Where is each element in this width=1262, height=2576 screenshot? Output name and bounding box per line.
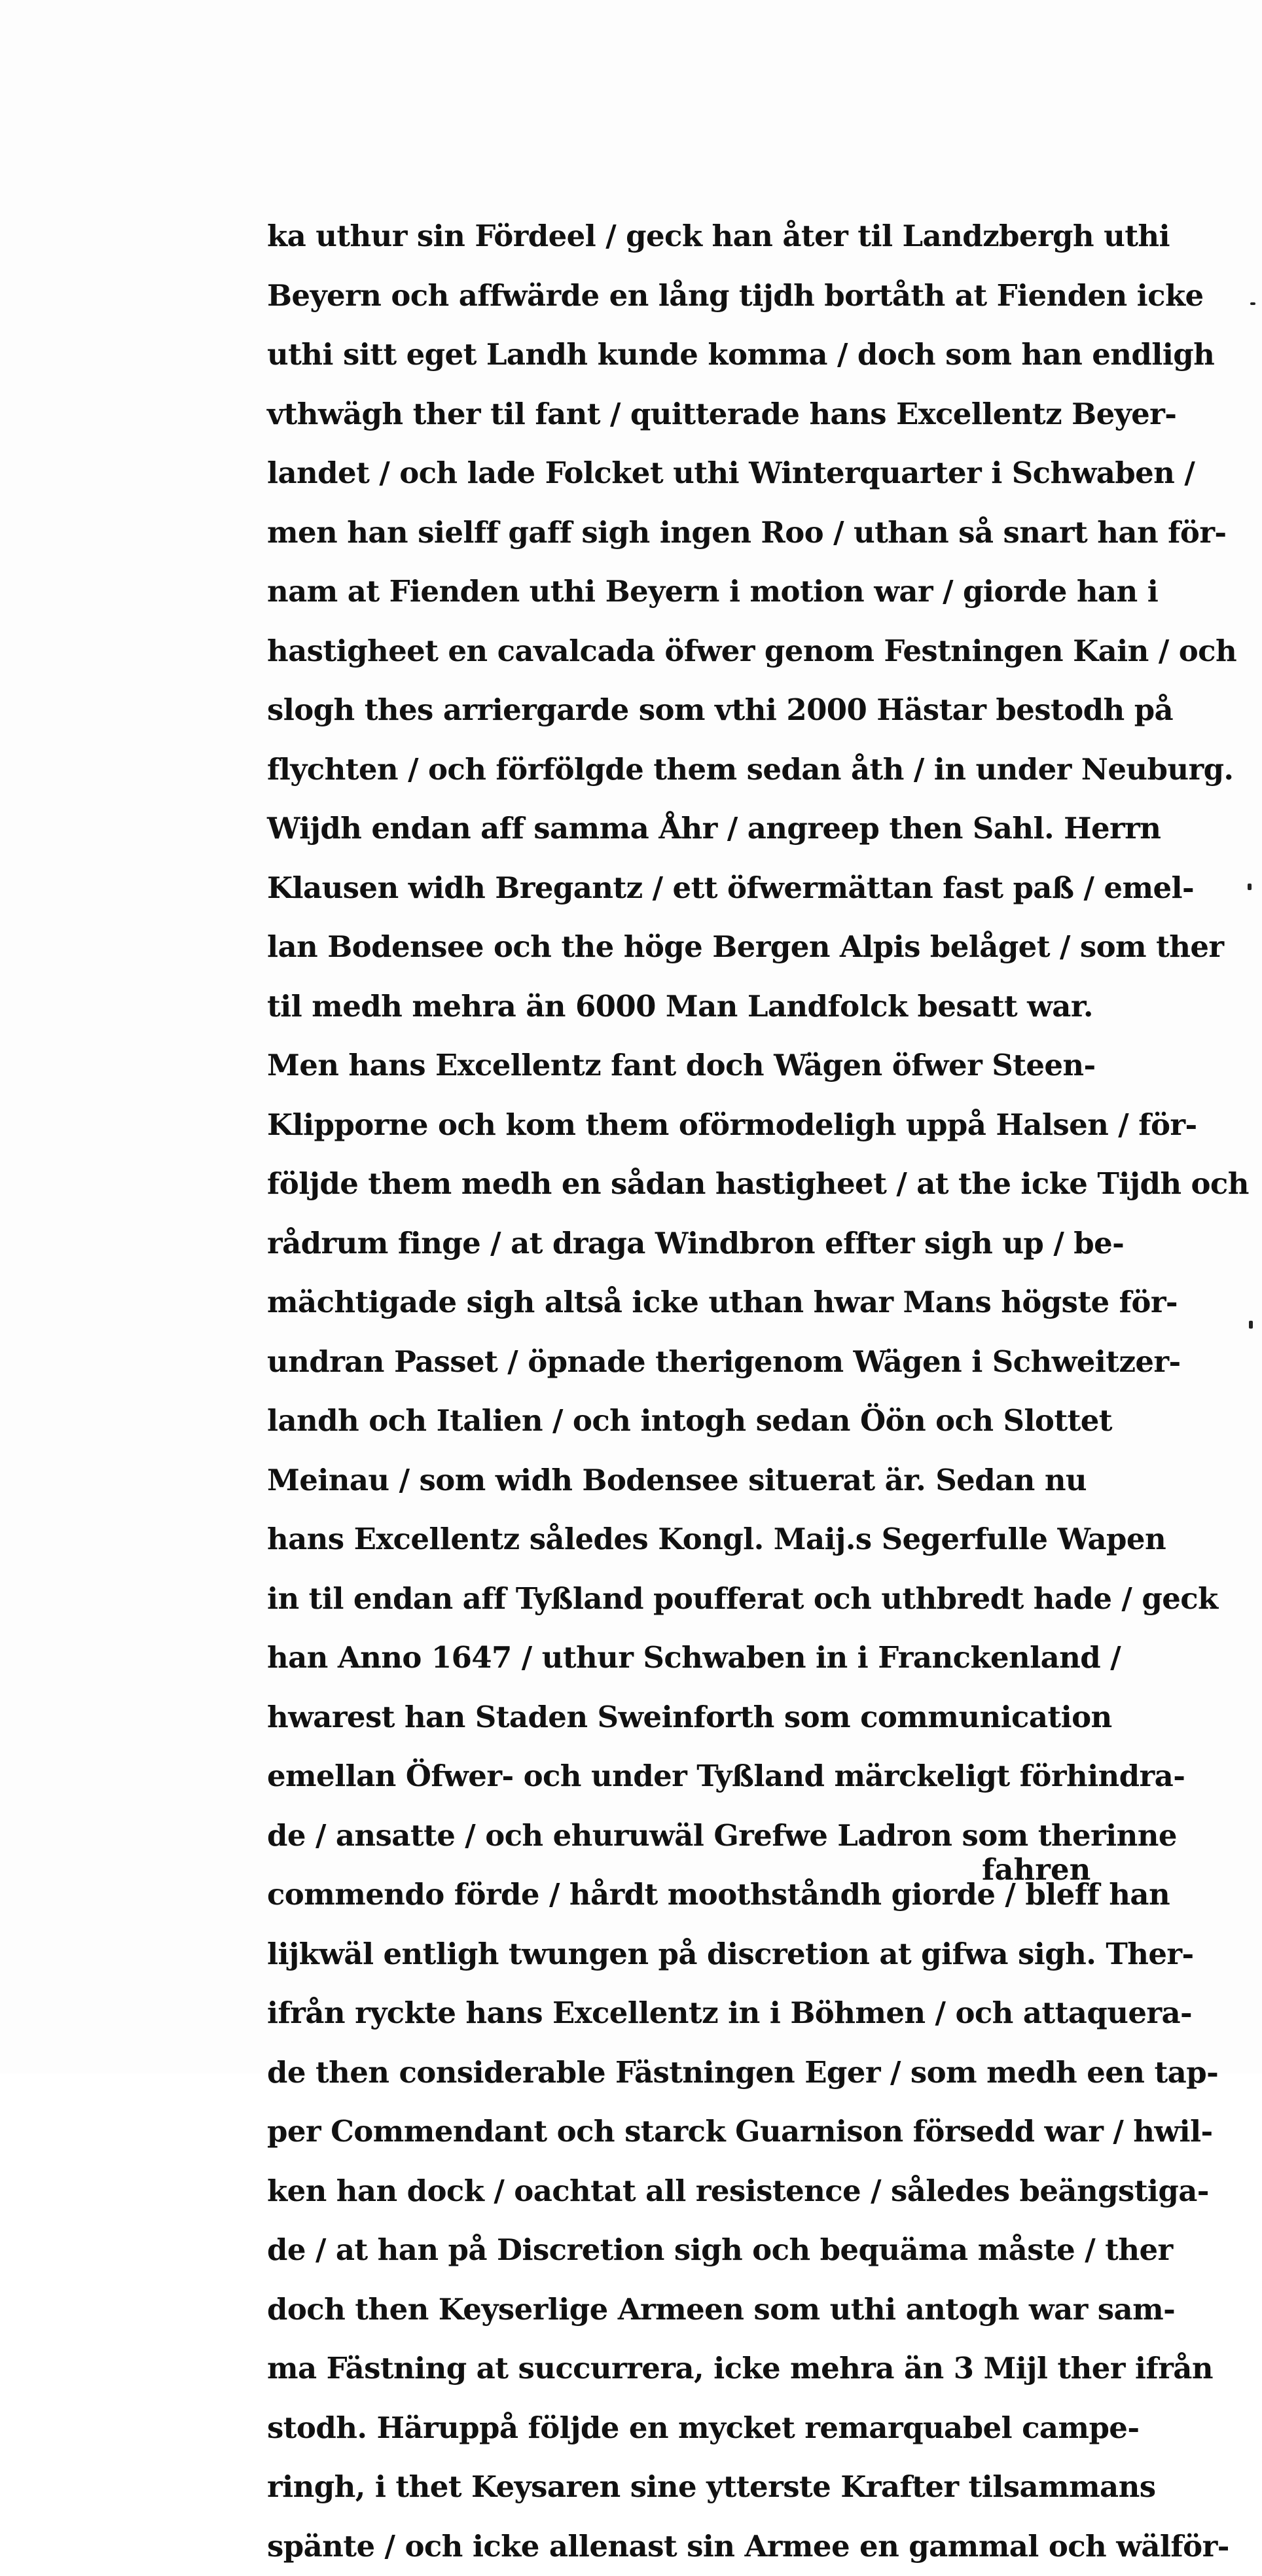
text-line-13: lan Bodensee och the höge Bergen Alpis belåget / som ther	[267, 918, 1079, 977]
text-line-17: följde them medh en sådan hastigheet / at the icke Tijdh och	[267, 1154, 1079, 1214]
text-line-20: undran Passet / öpnade therigenom Wägen i Schweitzer-	[267, 1333, 1079, 1392]
text-line-23: hans Excellentz således Kongl. Maij.s Segerfulle Wapen	[267, 1510, 1079, 1569]
text-line-27: emellan Öfwer- och under Tyßland märckeligt förhindra-	[267, 1747, 1079, 1806]
text-line-19: mächtigade sigh altså icke uthan hwar Mans högste för-	[267, 1273, 1079, 1333]
text-line-3: uthi sitt eget Landh kunde komma / doch som han endligh	[267, 325, 1079, 385]
text-line-6: men han sielff gaff sigh ingen Roo / uthan så snart han för-	[267, 503, 1079, 563]
text-line-15: Men hans Excellentz fant doch Wägen öfwer Steen-	[267, 1036, 1079, 1096]
text-line-33: per Commendant och starck Guarnison försedd war / hwil-	[267, 2102, 1079, 2162]
text-line-36: doch then Keyserlige Armeen som uthi antogh war sam-	[267, 2280, 1079, 2340]
margin-ink-mark	[1248, 884, 1252, 890]
text-line-29: commendo förde / hårdt moothståndh giorde / bleff han	[267, 1865, 1079, 1925]
text-line-38: stodh. Häruppå följde en mycket remarquabel campe-	[267, 2399, 1079, 2458]
margin-ink-mark	[1250, 302, 1255, 305]
text-line-8: hastigheet en cavalcada öfwer genom Festningen Kain / och	[267, 622, 1079, 681]
text-line-30: lijkwäl entligh twungen på discretion at gifwa sigh. Ther-	[267, 1925, 1079, 1984]
margin-ink-mark	[1249, 1321, 1253, 1329]
text-line-14: til medh mehra än 6000 Man Landfolck besatt war.	[267, 977, 1079, 1037]
text-line-9: slogh thes arriergarde som vthi 2000 Hästar bestodh på	[267, 681, 1079, 740]
text-line-31: ifrån ryckte hans Excellentz in i Böhmen / och attaquera-	[267, 1984, 1079, 2043]
text-line-16: Klipporne och kom them oförmodeligh uppå Halsen / för-	[267, 1096, 1079, 1155]
body-text	[267, 207, 1079, 2576]
text-line-4: vthwägh ther til fant / quitterade hans Excellentz Beyer-	[267, 385, 1079, 444]
text-line-24: in til endan aff Tyßland poufferat och uthbredt hade / geck	[267, 1569, 1079, 1629]
text-line-5: landet / och lade Folcket uthi Winterquarter i Schwaben /	[267, 444, 1079, 503]
text-line-22: Meinau / som widh Bodensee situerat är. Sedan nu	[267, 1451, 1079, 1511]
text-line-39: ringh, i thet Keysaren sine ytterste Krafter tilsammans	[267, 2458, 1079, 2517]
catchword: fahren	[982, 1852, 1073, 1887]
text-line-11: Wijdh endan aff samma Åhr / angreep then Sahl. Herrn	[267, 799, 1079, 859]
text-line-32: de then considerable Fästningen Eger / som medh een tap-	[267, 2043, 1079, 2103]
text-line-37: ma Fästning at succurrera, icke mehra än 3 Mijl ther ifrån	[267, 2339, 1079, 2399]
text-line-21: landh och Italien / och intogh sedan Öön och Slottet	[267, 1391, 1079, 1451]
text-line-18: rådrum finge / at draga Windbron effter sigh up / be-	[267, 1214, 1079, 1274]
text-line-28: de / ansatte / och ehuruwäl Grefwe Ladron som therinne	[267, 1806, 1079, 1866]
text-line-25: han Anno 1647 / uthur Schwaben in i Franckenland /	[267, 1628, 1079, 1688]
text-line-1: ka uthur sin Fördeel / geck han åter til Landzbergh uthi	[267, 207, 1079, 266]
text-line-26: hwarest han Staden Sweinforth som communication	[267, 1688, 1079, 1747]
text-line-10: flychten / och förfölgde them sedan åth / in under Neuburg.	[267, 740, 1079, 800]
text-line-2: Beyern och affwärde en lång tijdh bortåth at Fienden icke	[267, 266, 1079, 326]
text-line-40: spänte / och icke allenast sin Armee en gammal och wälför-	[267, 2517, 1079, 2576]
text-line-12: Klausen widh Bregantz / ett öfwermättan fast paß / emel-	[267, 859, 1079, 918]
text-line-34: ken han dock / oachtat all resistence / således beängstiga-	[267, 2162, 1079, 2221]
text-line-35: de / at han på Discretion sigh och bequäma måste / ther	[267, 2221, 1079, 2280]
text-line-7: nam at Fienden uthi Beyern i motion war / giorde han i	[267, 562, 1079, 622]
